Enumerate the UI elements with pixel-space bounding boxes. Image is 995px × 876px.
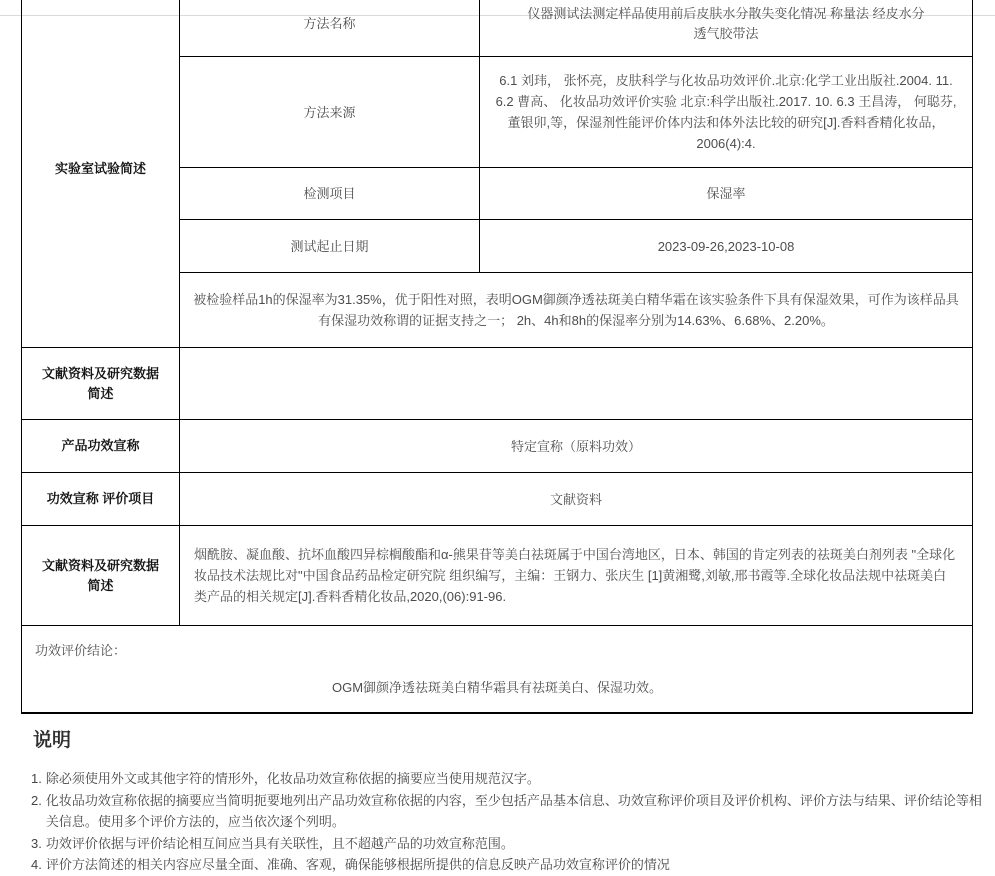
method-name-value-clipped-line: 仪器测试法测定样品使用前后皮肤水分散失变化情况 称量法 经皮水分 [527,5,925,21]
note-text: 化妆品功效宣称依据的摘要应当简明扼要地列出产品功效宣称依据的内容，至少包括产品基本信息、功效宣称评价项目及评价机构、评价方法与结果、评价结论等相关信息。使用多个评价方法的，应当依次逐个列明。 [45,792,982,829]
test-dates-value: 2023-09-26,2023-10-08 [480,220,973,273]
notes-section [0,726,995,876]
test-item-label: 检测项目 [180,168,480,220]
table-row [22,526,973,626]
literature-data-summary-value-1 [180,348,973,420]
note-number: 3. [31,835,42,851]
notes-heading: 说明 [33,730,72,751]
literature-data-summary-header-1: 文献资料及研究数据简述 [22,348,180,420]
method-name-label: 方法名称 [180,0,480,57]
test-dates-label: 测试起止日期 [180,220,480,273]
claim-eval-item-value: 文献资料 [180,473,973,526]
conclusion-label: 功效评价结论： [35,643,127,658]
literature-data-summary-value-2: 烟酰胺、凝血酸、抗坏血酸四异棕榈酸酯和α-熊果苷等美白祛斑属于中国台湾地区，日本、韩国的肯定列表的祛斑美白剂列表 "全球化妆品技术法规比对"中国食品药品检定研究院 组织编写，主编：王钢力、张庆生 [1]黄湘鹭,刘敏,邢书霞等.全球化妆品法规中祛斑美白类产品的相关规定[J].香料香精化妆品,2020,(06):91-96. [180,526,973,626]
method-source-label: 方法来源 [180,57,480,168]
claim-eval-item-header: 功效宣称 评价项目 [22,473,180,526]
list-item [31,768,985,790]
lab-test-summary-header: 实验室试验简述 [22,0,180,348]
table-row [22,626,973,713]
list-item [31,854,985,876]
note-number: 1. [31,771,42,786]
table-row [22,473,973,526]
efficacy-summary-table [21,0,973,714]
conclusion-cell [22,626,973,713]
table-row [22,348,973,420]
list-item [31,790,985,833]
table-row [22,420,973,473]
method-name-value-line: 透气胶带法 [693,25,759,41]
literature-data-summary-header-2: 文献资料及研究数据简述 [22,526,180,626]
notes-list [31,768,985,876]
method-name-value [480,0,973,57]
table-row [22,0,973,57]
note-text: 评价方法简述的相关内容应尽量全面、准确、客观，确保能够根据所提供的信息反映产品功效宣称评价的情况 [45,857,670,872]
note-text: 除必须使用外文或其他字符的情形外，化妆品功效宣称依据的摘要应当使用规范汉字。 [45,771,540,786]
list-item [31,833,985,855]
test-item-value: 保湿率 [480,168,973,220]
product-claim-value: 特定宣称（原料功效） [180,420,973,473]
efficacy-summary-table-region [21,5,974,714]
lab-result-summary-text: 被检验样品1h的保湿率为31.35%，优于阳性对照，表明OGM御颜净透祛斑美白精华霜在该实验条件下具有保湿效果，可作为该样品具有保湿功效称谓的证据支持之一； 2h、4h和8h的保湿率分别为14.63%、6.68%、2.20%。 [180,273,973,348]
note-number: 2. [31,792,42,808]
conclusion-text: OGM御颜净透祛斑美白精华霜具有祛斑美白、保湿功效。 [331,680,663,695]
note-text: 功效评价依据与评价结论相互间应当具有关联性，且不超越产品的功效宣称范围。 [45,835,514,851]
note-number: 4. [31,857,42,872]
method-source-value: 6.1 刘玮， 张怀亮，皮肤科学与化妆品功效评价.北京:化学工业出版社.2004. 11. 6.2 曹高、 化妆品功效评价实验 北京:科学出版社.2017. 10. 6.3 王昌涛， 何聪芬,董银卯,等，保湿剂性能评价体内法和体外法比较的研究[J].香料香精化妆品，2006(4):4. [480,57,973,168]
product-claim-header: 产品功效宣称 [22,420,180,473]
